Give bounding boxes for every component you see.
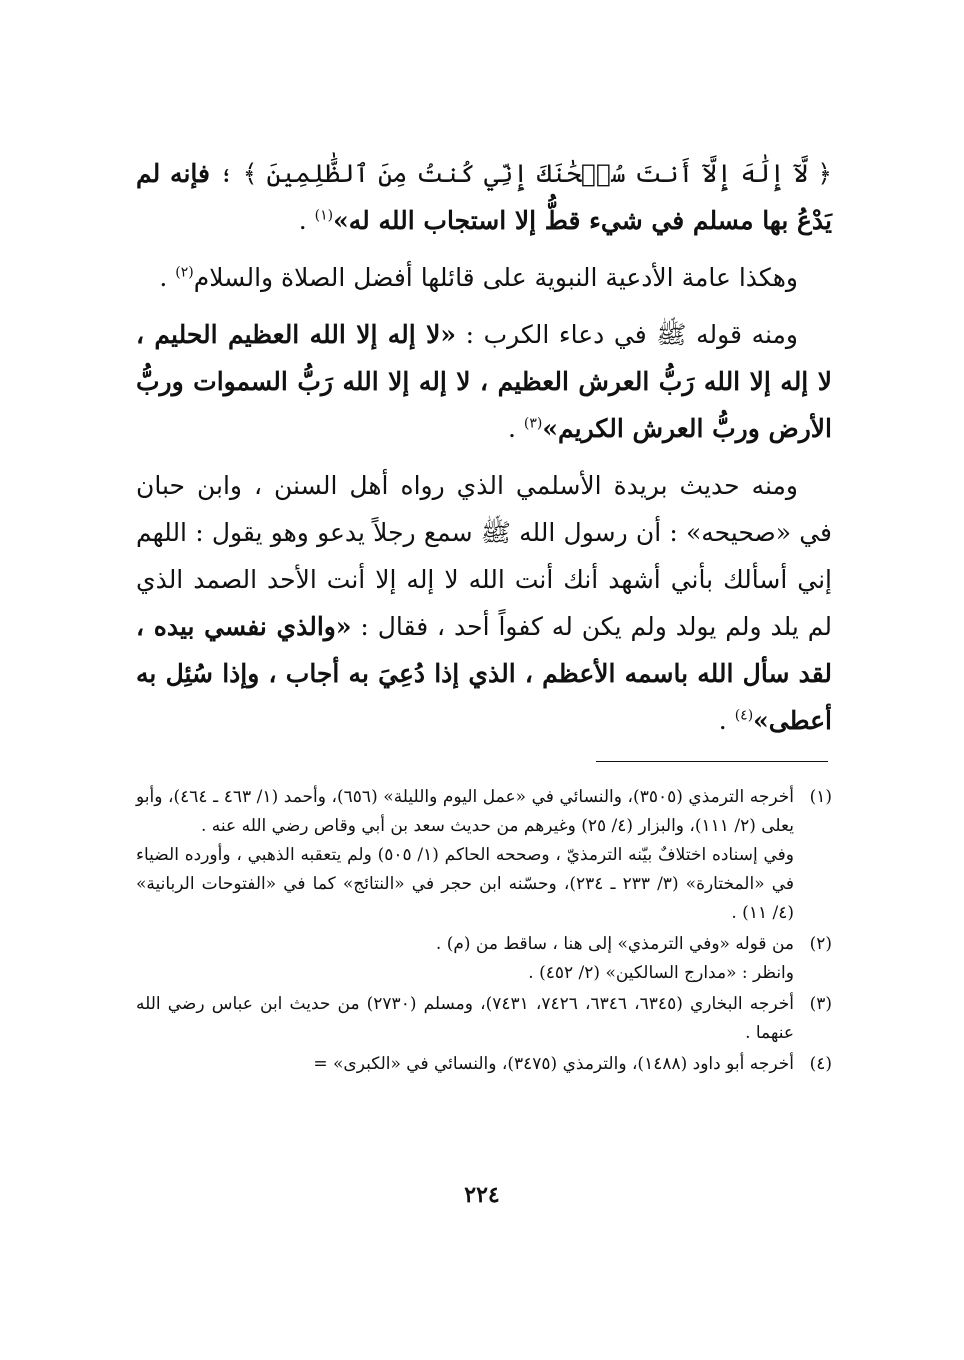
footnote-3: [136, 990, 832, 1048]
punctuation: .: [298, 206, 315, 235]
punctuation: .: [508, 414, 524, 443]
paragraph-3: [136, 311, 832, 452]
page-number: ٢٢٤: [464, 1182, 500, 1208]
footnote-text: وفي إسناده اختلافٌ بيّنه الترمذيّ ، وصححه الحاكم (١/ ٥٠٥) ولم يتعقبه الذهبي ، وأورده الضياء في «المختارة» (٣/ ٢٣٣ ـ ٢٣٤)، وحسّنه ابن حجر في «النتائج» كما في «الفتوحات الربانية» (٤/ ١١) .: [136, 845, 794, 923]
footnote-divider: [596, 761, 828, 762]
footnote-4: [136, 1050, 832, 1079]
hadith-quote: فإنه لم يَدْعُ بها مسلم في شيء قطُّ إلا استجاب الله له»: [136, 159, 832, 235]
footnote-number: (٤): [809, 1054, 832, 1074]
footnote-text: من قوله «وفي الترمذي» إلى هنا ، ساقط من (م) .: [435, 934, 794, 954]
footnote-text: أخرجه البخاري (٦٣٤٥، ٦٣٤٦، ٧٤٢٦، ٧٤٣١)، ومسلم (٢٧٣٠) من حديث ابن عباس رضي الله عنهما .: [136, 994, 795, 1043]
footnote-number: (٢): [809, 934, 832, 954]
quran-verse: ﴿ لَّآ إِلَٰهَ إِلَّآ أَنتَ سُبۡحَٰنَكَ إِنِّي كُنتُ مِنَ ٱلظَّٰلِمِينَ ﴾ ؛: [210, 159, 833, 188]
footnote-text: وانظر : «مدارج السالكين» (٢/ ٤٥٢) .: [528, 963, 794, 983]
paragraph-text: ومنه قوله ﷺ في دعاء الكرب :: [455, 320, 798, 349]
footnote-ref[interactable]: (٢): [175, 264, 194, 281]
footnote-text: أخرجه أبو داود (١٤٨٨)، والترمذي (٣٤٧٥)، والنسائي في «الكبرى» =: [313, 1054, 794, 1074]
footnote-number: (١): [809, 787, 832, 807]
footnotes: [136, 783, 832, 1081]
footnote-number: (٣): [809, 994, 832, 1014]
footnote-1: [136, 783, 832, 928]
footnote-2: [136, 930, 832, 988]
punctuation: .: [718, 706, 735, 735]
paragraph-text: ومنه حديث بريدة الأسلمي الذي رواه أهل السنن ، وابن حبان في «صحيحه» : أن رسول الله ﷺ سمع رجلاً يدعو وهو يقول : اللهم إني أسألك بأني أشهد أنك أنت الله لا إله إلا أنت الأحد الصمد الذي لم يلد ولم يولد ولم يكن له كفواً أحد ، فقال :: [136, 471, 832, 641]
paragraph-4: [136, 462, 832, 744]
footnote-ref[interactable]: (٣): [523, 415, 543, 432]
punctuation: .: [159, 263, 176, 292]
paragraph-2: [136, 254, 832, 301]
paragraph-1: [136, 150, 832, 244]
paragraph-text: وهكذا عامة الأدعية النبوية على قائلها أفضل الصلاة والسلام: [193, 263, 798, 292]
footnote-ref[interactable]: (١): [314, 207, 334, 224]
hadith-quote: «والذي نفسي بيده ، لقد سأل الله باسمه الأعظم ، الذي إذا دُعِيَ به أجاب ، وإذا سُئِل به أعطى»: [136, 612, 832, 735]
footnote-ref[interactable]: (٤): [734, 707, 754, 724]
footnote-text: أخرجه الترمذي (٣٥٠٥)، والنسائي في «عمل اليوم والليلة» (٦٥٦)، وأحمد (١/ ٤٦٣ ـ ٤٦٤)، وأبو يعلى (٢/ ١١١)، والبزار (٤/ ٢٥) وغيرهم من حديث سعد بن أبي وقاص رضي الله عنه .: [136, 787, 794, 836]
hadith-quote: «لا إله إلا الله العظيم الحليم ، لا إله إلا الله رَبُّ العرش العظيم ، لا إله إلا الله رَبُّ السموات وربُّ الأرض وربُّ العرش الكريم»: [136, 320, 832, 443]
main-text: [136, 150, 832, 744]
